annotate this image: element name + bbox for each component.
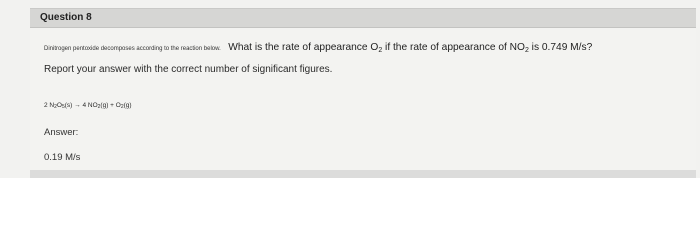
prompt-question-text: What is the rate of appearance $O_2$ if the rate of appearance of $NO_2$ is 0.749 M/s? [228,42,593,54]
answer-label: Answer: [44,127,79,138]
reaction-arrow: → [72,102,83,109]
question-title: Question 8 [40,12,92,23]
answer-value: 0.19 M/s [44,152,81,163]
question-body [30,28,696,170]
question-prompt [44,37,592,55]
question-header [30,8,696,28]
reaction-equation: 2 $N_2O_5(s) \to 4$ $NO_2(g) + O_2(g)$ [44,102,132,110]
card-bottom-divider [30,170,696,178]
instruction-text: Report your answer with the correct number of significant figures. [44,64,333,75]
prompt-intro-text: Dinitrogen pentoxide decomposes according to the reaction below. [44,46,221,52]
